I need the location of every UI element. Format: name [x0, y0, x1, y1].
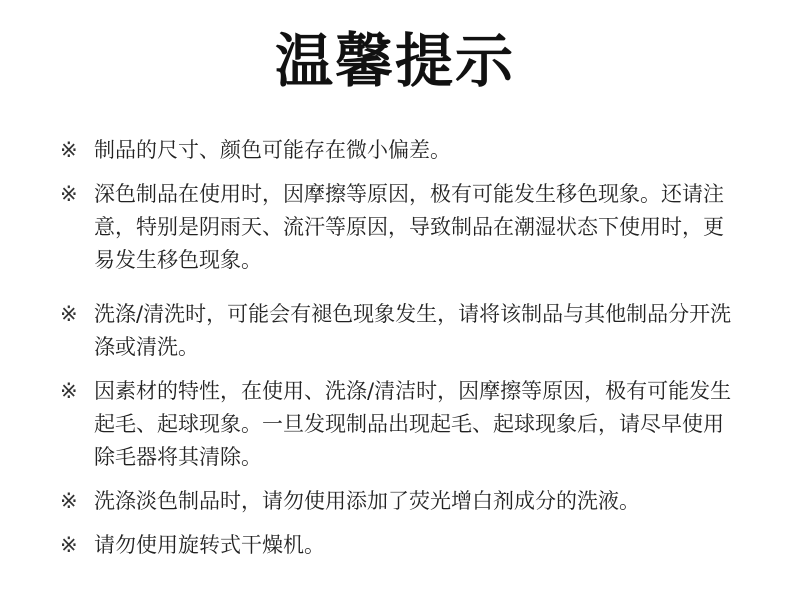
reference-mark-icon: ※ [60, 302, 78, 326]
reference-mark-icon: ※ [60, 489, 78, 513]
list-item [60, 485, 740, 518]
reference-mark-icon: ※ [60, 379, 78, 403]
note-text: 制品的尺寸、颜色可能存在微小偏差。 [94, 138, 451, 162]
note-text: 深色制品在使用时，因摩擦等原因，极有可能发生移色现象。还请注意，特别是阴雨天、流汗等原因，导致制品在潮湿状态下使用时，更易发生移色现象。 [94, 182, 724, 272]
list-item [60, 375, 740, 474]
list-item [60, 134, 740, 167]
reference-mark-icon: ※ [60, 533, 78, 557]
note-text: 洗涤淡色制品时，请勿使用添加了荧光增白剂成分的洗液。 [94, 489, 640, 513]
notice-list [60, 134, 740, 562]
note-text: 因素材的特性，在使用、洗涤/清洁时，因摩擦等原因，极有可能发生起毛、起球现象。一旦发现制品出现起毛、起球现象后，请尽早使用除毛器将其清除。 [94, 379, 732, 469]
list-item [60, 178, 740, 277]
note-text: 请勿使用旋转式干燥机。 [94, 533, 325, 557]
page-title: 温馨提示 [274, 27, 515, 95]
reference-mark-icon: ※ [60, 138, 78, 162]
note-text: 洗涤/清洗时，可能会有褪色现象发生，请将该制品与其他制品分开洗涤或清洗。 [94, 302, 732, 359]
list-item [60, 298, 740, 364]
list-item [60, 529, 740, 562]
reference-mark-icon: ※ [60, 182, 78, 206]
